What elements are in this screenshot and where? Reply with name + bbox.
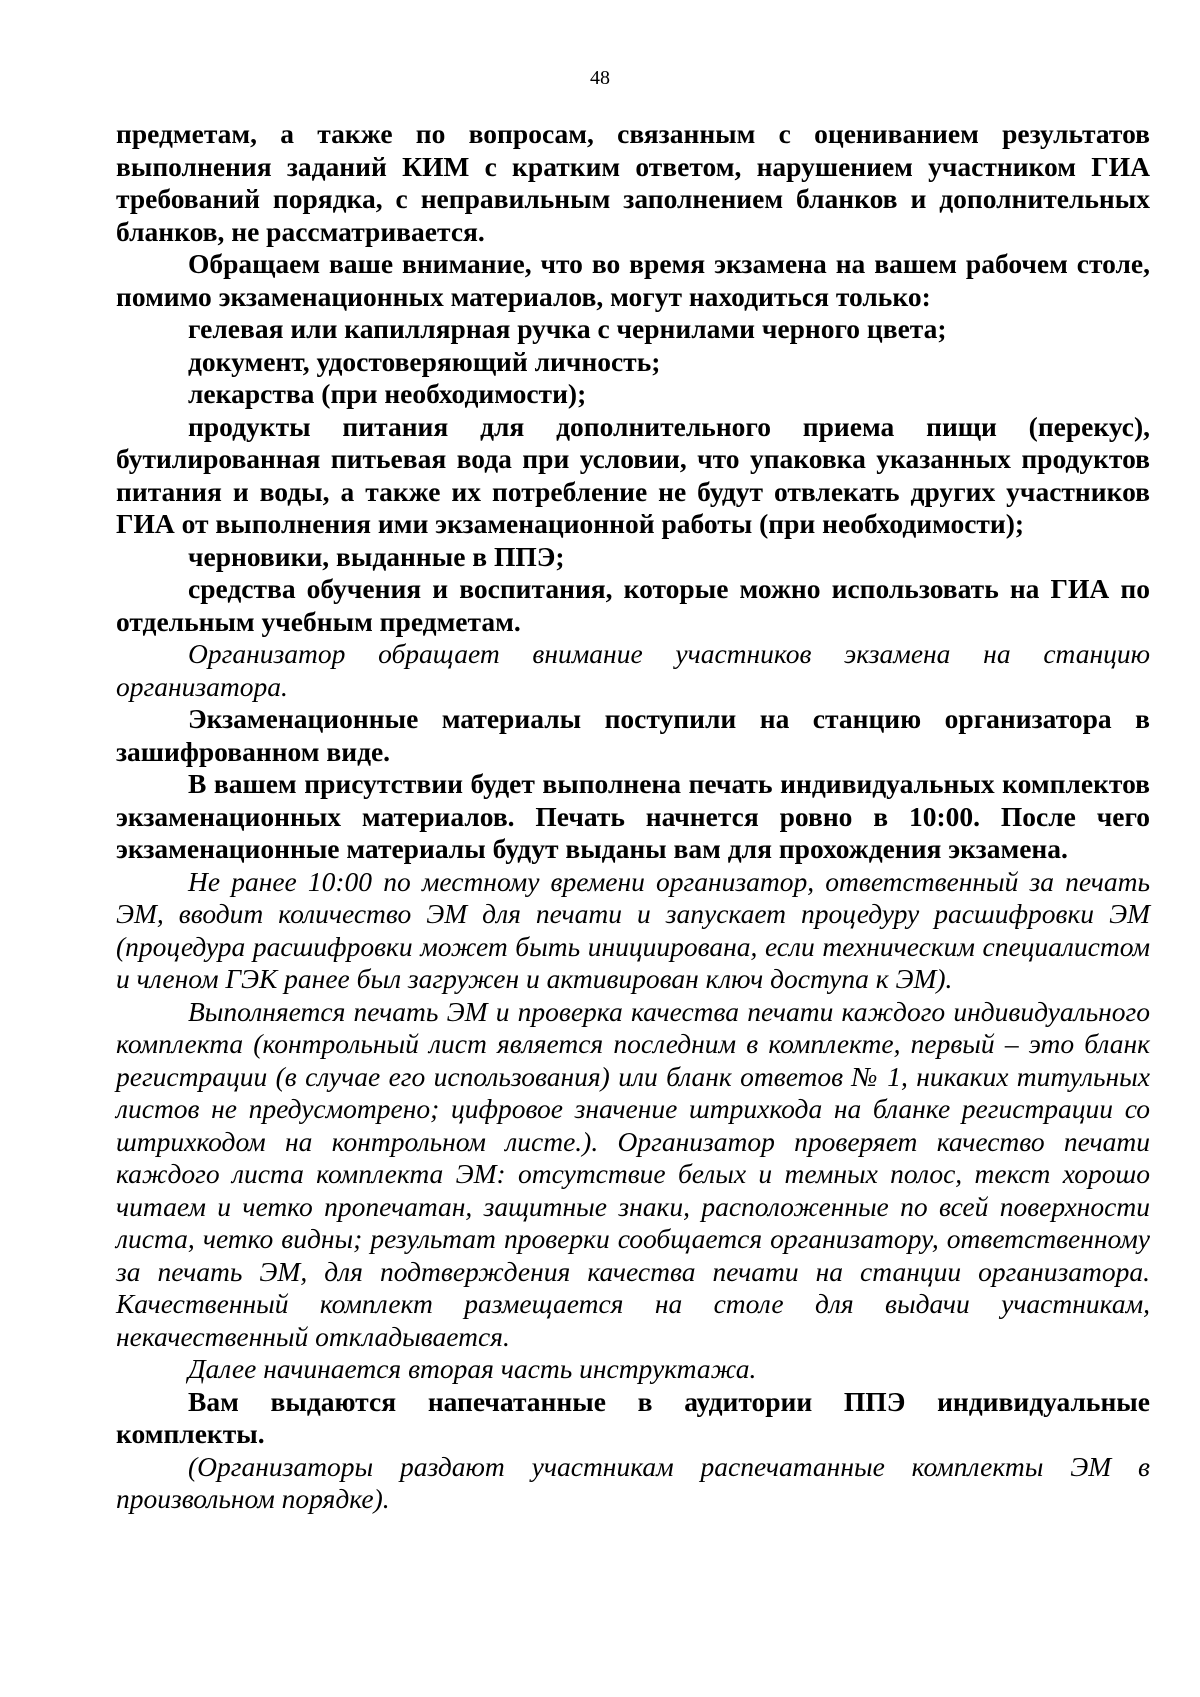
paragraph-continuation: предметам, а также по вопросам, связанным с оцениванием результатов выполнения заданий КИМ с кратким ответом, нарушением участником ГИА требований порядка, с неправильным заполнением бланков и дополнительных бланков, не рассматривается. [116,118,1150,247]
list-item-food: продукты питания для дополнительного приема пищи (перекус), бутилированная питьевая вода при условии, что упаковка указанных продуктов питания и воды, а также их потребление не будут отвлекать других участников ГИА от выполнения ими экзаменационной работы (при необходимости); [116,410,1150,539]
list-item-id-document: документ, удостоверяющий личность; [188,345,661,377]
paragraph-materials-encrypted: Экзаменационные материалы поступили на станцию организатора в зашифрованном виде. [116,703,1150,767]
list-item-pen: гелевая или капиллярная ручка с чернилами черного цвета; [188,313,947,344]
list-item-medicine: лекарства (при необходимости); [188,378,587,409]
instruction-decrypt: Не ранее 10:00 по местному времени организатор, ответственный за печать ЭМ, вводит количество ЭМ для печати и запускает процедуру расшифровки ЭМ (процедура расшифровки может быть инициирована, если техническим специалистом и членом ГЭК ранее был загружен и активирован ключ доступа к ЭМ). [116,865,1150,994]
paragraph-kits-issued: Вам выдаются напечатанные в аудитории ППЭ индивидуальные комплекты. [116,1385,1150,1449]
instruction-distribute: (Организаторы раздают участникам распечатанные комплекты ЭМ в произвольном порядке). [116,1450,1150,1514]
page-number: 48 [590,67,610,89]
document-body [116,118,1150,1516]
list-item-learning-tools: средства обучения и воспитания, которые можно использовать на ГИА по отдельным учебным предметам. [116,573,1150,637]
list-item-drafts: черновики, выданные в ППЭ; [188,540,565,572]
instruction-second-part: Далее начинается вторая часть инструктажа. [188,1353,757,1384]
instruction-station: Организатор обращает внимание участников экзамена на станцию организатора. [116,638,1150,702]
paragraph-attention: Обращаем ваше внимание, что во время экзамена на вашем рабочем столе, помимо экзаменационных материалов, могут находиться только: [116,248,1150,312]
paragraph-printing: В вашем присутствии будет выполнена печать индивидуальных комплектов экзаменационных материалов. Печать начнется ровно в 10:00. После чего экзаменационные материалы будут выданы вам для прохождения экзамена. [116,768,1150,864]
instruction-quality-check: Выполняется печать ЭМ и проверка качества печати каждого индивидуального комплекта (контрольный лист является последним в комплекте, первый – это бланк регистрации (в случае его использования) или бланк ответов № 1, никаких титульных листов не предусмотрено; цифровое значение штрихкода на бланке регистрации со штрихкодом на контрольном листе.). Организатор проверяет качество печати каждого листа комплекта ЭМ: отсутствие белых и темных полос, текст хорошо читаем и четко пропечатан, защитные знаки, расположенные по всей поверхности листа, четко видны; результат проверки сообщается организатору, ответственному за печать ЭМ, для подтверждения качества печати на станции организатора. Качественный комплект размещается на столе для выдачи участникам, некачественный откладывается. [116,995,1150,1352]
